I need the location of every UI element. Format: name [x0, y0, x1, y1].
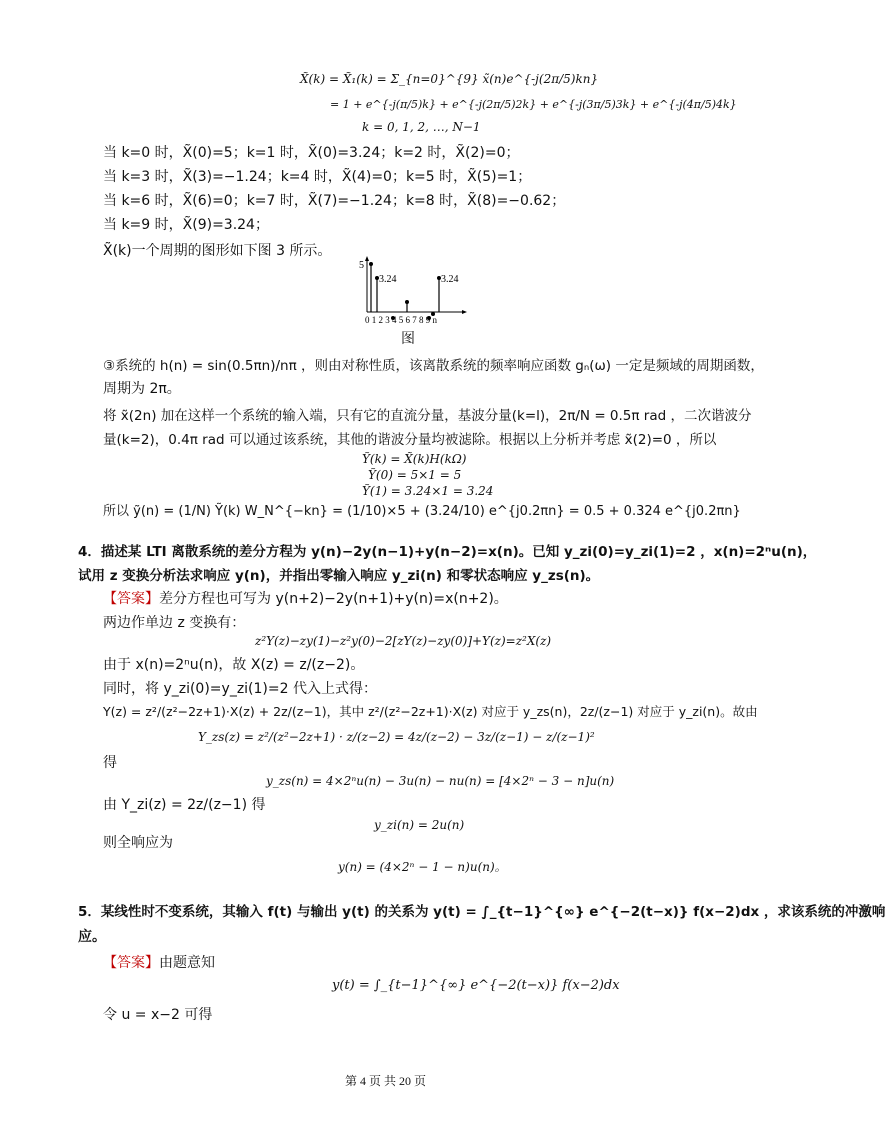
- value-line: 当 k=6 时，X̃(6)=0；k=7 时，X̃(7)=−1.24；k=8 时，X̃(8)=−0.62；: [103, 193, 566, 209]
- q4-line2: 试用 z 变换分析法求响应 y(n)，并指出零输入响应 y_zi(n) 和零状态响应 y_zs(n)。: [78, 568, 600, 584]
- q4-a12: 则全响应为: [103, 835, 173, 851]
- q5-a2: y(t) = ∫_{t−1}^{∞} e^{−2(t−x)} f(x−2)dx: [332, 978, 620, 993]
- y-axis-arrow-icon: [365, 256, 369, 261]
- q4-a6: Y(z) = z²/(z²−2z+1)·X(z) + 2z/(z−1)，其中 z²/(z²−2z+1)·X(z) 对应于 y_zs(n)，2z/(z−1) 对应于 y_zi(n)。故由: [103, 704, 758, 719]
- q4-a11: y_zi(n) = 2u(n): [374, 818, 465, 832]
- period-text: X̃(k)一个周期的图形如下图 3 所示。: [103, 243, 332, 259]
- page-number: 第 4 页 共 20 页: [345, 1074, 427, 1088]
- q4-a2: 两边作单边 z 变换有：: [103, 615, 246, 631]
- q4-a10: 由 Y_zi(z) = 2z/(z−1) 得: [103, 797, 266, 813]
- peak-label-right: 3.24: [441, 274, 459, 285]
- answer-tag: 【答案】: [103, 591, 159, 607]
- figure-caption: 图: [401, 331, 415, 347]
- q4-a7: Y_zs(z) = z²/(z²−2z+1) · z/(z−2) = 4z/(z−2) − 3z/(z−1) − z/(z−1)²: [198, 730, 595, 744]
- stem-point-k0: [369, 262, 373, 266]
- q4-a13: y(n) = (4×2ⁿ − 1 − n)u(n)。: [338, 860, 507, 874]
- value-line: 当 k=3 时，X̃(3)=−1.24；k=4 时，X̃(4)=0；k=5 时，X̃(5)=1；: [103, 169, 532, 185]
- para3-eq2: Ỹ(0) = 5×1 = 5: [368, 468, 462, 482]
- para3-line3: 将 x̃(2n) 加在这样一个系统的输入端，只有它的直流分量，基波分量(k=l)，2π/N = 0.5π rad ，二次谐波分: [103, 408, 752, 424]
- q4-line1: 4．描述某 LTI 离散系统的差分方程为 y(n)−2y(n−1)+y(n−2)=x(n)。已知 y_zi(0)=y_zi(1)=2 ，x(n)=2ⁿu(n)，: [78, 544, 817, 560]
- dft-eq-1: X̃(k) = X̃₁(k) = Σ_{n=0}^{9} x̃(n)e^{-j(2π/5)kn}: [300, 72, 599, 86]
- x-axis-arrow-icon: [462, 310, 467, 314]
- q4-a5: 同时，将 y_zi(0)=y_zi(1)=2 代入上式得：: [103, 681, 377, 697]
- para3-line1: ③系统的 h(n) = sin(0.5πn)/nπ ，则由对称性质，该离散系统的频率响应函数 gₙ(ω) 一定是频域的周期函数，: [103, 358, 764, 374]
- para3-eq4: 所以 ỹ(n) = (1/N) Ỹ(k) W_N^{−kn} = (1/10)×5 + (3.24/10) e^{j0.2πn} = 0.5 + 0.324 e^{j0.2πn}: [103, 504, 741, 519]
- x-tick-labels: 0 1 2 3 4 5 6 7 8 9 n: [365, 315, 437, 325]
- q4-a8: 得: [103, 755, 117, 771]
- dft-eq-2: = 1 + e^{-j(π/5)k} + e^{-j(2π/5)2k} + e^{-j(3π/5)3k} + e^{-j(4π/5)4k}: [330, 98, 737, 111]
- q5-line2: 应。: [78, 929, 106, 945]
- para3-line2: 周期为 2π。: [103, 381, 181, 397]
- stem-plot-figure: [355, 254, 475, 326]
- q4-a4: 由于 x(n)=2ⁿu(n)，故 X(z) = z/(z−2)。: [103, 657, 365, 673]
- value-line: 当 k=0 时，X̃(0)=5；k=1 时，X̃(0)=3.24；k=2 时，X̃(2)=0；: [103, 145, 520, 161]
- y-tick-label: 5: [359, 260, 364, 271]
- answer-tag: 【答案】: [103, 955, 159, 971]
- q5-answer-line: [103, 952, 215, 972]
- q5-a1: 由题意知: [159, 955, 215, 971]
- q4-a1: 差分方程也可写为 y(n+2)−2y(n+1)+y(n)=x(n+2)。: [159, 591, 508, 607]
- q4-answer-line: [103, 588, 508, 608]
- para3-eq3: Ỹ(1) = 3.24×1 = 3.24: [362, 484, 494, 498]
- q4-a9: y_zs(n) = 4×2ⁿu(n) − 3u(n) − nu(n) = [4×2ⁿ − 3 − n]u(n): [266, 774, 615, 788]
- value-line: 当 k=9 时，X̃(9)=3.24；: [103, 217, 269, 233]
- dft-eq-3: k = 0, 1, 2, …, N−1: [362, 120, 481, 134]
- q5-line1: 5．某线性时不变系统，其输入 f(t) 与输出 y(t) 的关系为 y(t) = ∫_{t−1}^{∞} e^{−2(t−x)} f(x−2)dx ，求该系统的冲激响: [78, 904, 885, 920]
- q4-a3: z²Y(z)−zy(1)−z²y(0)−2[zY(z)−zy(0)]+Y(z)=z²X(z): [255, 634, 552, 648]
- para3-line4: 量(k=2)，0.4π rad 可以通过该系统，其他的谐波分量均被滤除。根据以上分析并考虑 x̃(2)=0 ，所以: [103, 432, 717, 448]
- peak-label-left: 3.24: [379, 274, 397, 285]
- para3-eq1: Ỹ(k) = X̃(k)H(kΩ): [362, 452, 467, 466]
- q5-a3: 令 u = x−2 可得: [103, 1007, 213, 1023]
- stem-point-k5: [405, 300, 409, 304]
